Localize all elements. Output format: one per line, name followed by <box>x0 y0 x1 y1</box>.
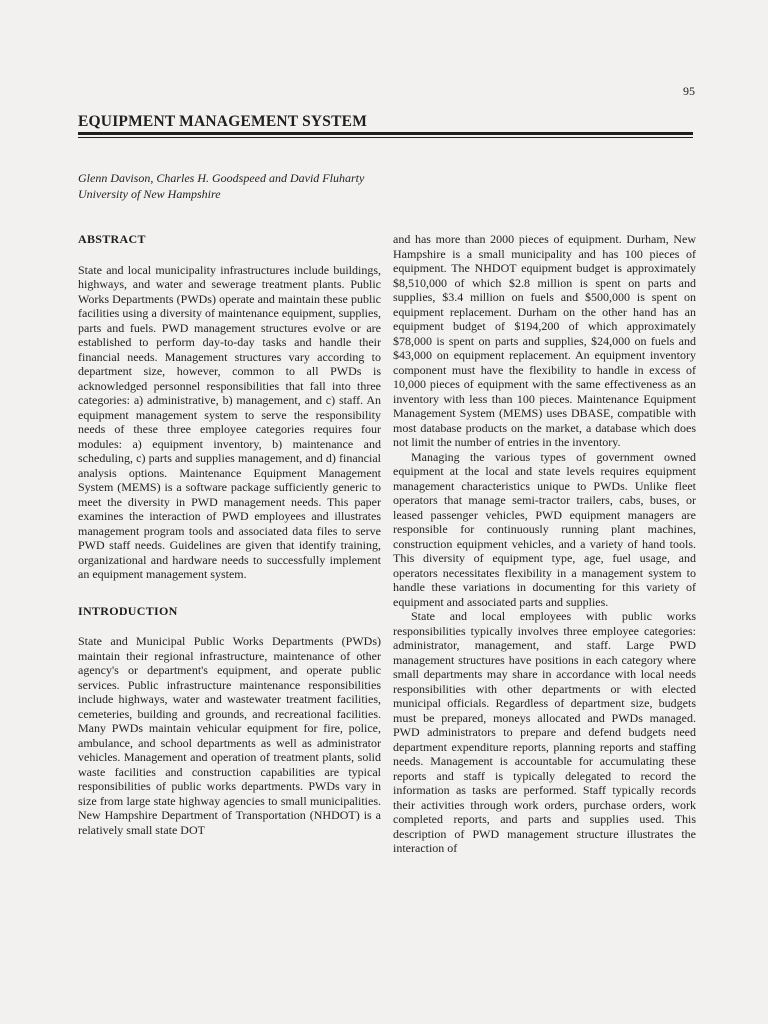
introduction-paragraph: State and Municipal Public Works Departments (PWDs) maintain their regional infrastructure, maintenance of other agency's or department's equipment, and operate public services. Public infrastructure maintenance responsibilities include highways, water and wastewater treatment facilities, cemeteries, building and grounds, and recreational facilities. Many PWDs maintain vehicular equipment for fire, police, ambulance, and school departments as well as administrator vehicles. Management and operation of treatment plants, solid waste facilities and construction capabilities are typical responsibilities of public works departments. PWDs vary in size from large state highway agencies to small municipalities. New Hampshire Department of Transportation (NHDOT) is a relatively small state DOT <box>78 634 381 837</box>
body-paragraph: Managing the various types of government owned equipment at the local and state levels requires equipment management characteristics unique to PWDs. Unlike fleet operators that manage semi-tractor trailers, cabs, buses, or leased passenger vehicles, PWD equipment managers are responsible for continuously running plant machines, construction equipment vehicles, and a variety of hand tools. This diversity of equipment type, age, fuel usage, and operators necessitates flexibility in a management system to handle these variations in documenting for this variety of equipment and associated parts and supplies. <box>393 449 696 609</box>
abstract-heading: ABSTRACT <box>78 232 146 246</box>
right-column <box>393 232 696 856</box>
author-block <box>78 170 364 202</box>
abstract-text: State and local municipality infrastructures include buildings, highways, and water and sewerage treatment plants. Public Works Departments (PWDs) operate and maintain these public facilities using a diversity of maintenance equipment, supplies, parts and fuels. PWD management structures evolve or are established to perform day-to-day tasks and handle their financial needs. Management structures vary according to department size, however, common to all PWDs is acknowledged personnel responsibilities that fall into three categories: a) administrative, b) management, and c) staff. An equipment management system to serve the responsibility needs of these three employee categories requires four modules: a) equipment inventory, b) maintenance and scheduling, c) parts and supplies management, and d) financial analysis options. Maintenance Equipment Management System (MEMS) is a software package sufficiently generic to meet the diversity in PWD management needs. This paper examines the interaction of PWD employees and illustrates management program tools and associated data files to serve PWD staff needs. Guidelines are given that identify training, organizational and hardware needs to successfully implement an equipment management system. <box>78 262 381 581</box>
author-names: Glenn Davison, Charles H. Goodspeed and David Fluharty <box>78 171 365 185</box>
title-rule-thick <box>78 132 693 135</box>
paper-title: EQUIPMENT MANAGEMENT SYSTEM <box>78 113 368 130</box>
body-paragraph: State and local employees with public works responsibilities typically involves three employee categories: administrator, management, and staff. Large PWD management structures have positions in each category where small departments may share in accordance with local needs responsibilities with other departments or with elected municipal officials. Regardless of department size, budgets must be prepared, moneys allocated and PWDs managed. PWD administrators to prepare and defend budgets need department expenditure reports, planning reports and staffing needs. Management is accountable for accumulating these reports and staff is typically delegated to record the information as tasks are performed. Staff typically records their activities through work orders, purchase orders, work completed reports, and parts and supplies used. This description of PWD management structure illustrates the interaction of <box>393 609 696 855</box>
left-column <box>78 232 381 837</box>
body-paragraph: and has more than 2000 pieces of equipment. Durham, New Hampshire is a small municipality and has 100 pieces of equipment. The NHDOT equipment budget is approximately $8,510,000 of which $2.8 million is spent on parts and supplies, $3.4 million on fuels and $500,000 is spent on equipment replacement. Durham on the other hand has an equipment budget of $194,200 of which approximately $78,000 is spent on parts and supplies, $24,000 on fuels and $43,000 on equipment replacement. An equipment inventory component must have the flexibility to handle in excess of 10,000 pieces of equipment with the same effectiveness as an inventory with less than 100 pieces. Maintenance Equipment Management System (MEMS) uses DBASE, compatible with most database products on the market, a database which does not limit the number of entries in the inventory. <box>393 232 696 449</box>
author-affiliation: University of New Hampshire <box>78 187 221 201</box>
introduction-heading: INTRODUCTION <box>78 603 178 618</box>
page-number: 95 <box>683 84 695 98</box>
title-rule-thin <box>78 137 693 138</box>
